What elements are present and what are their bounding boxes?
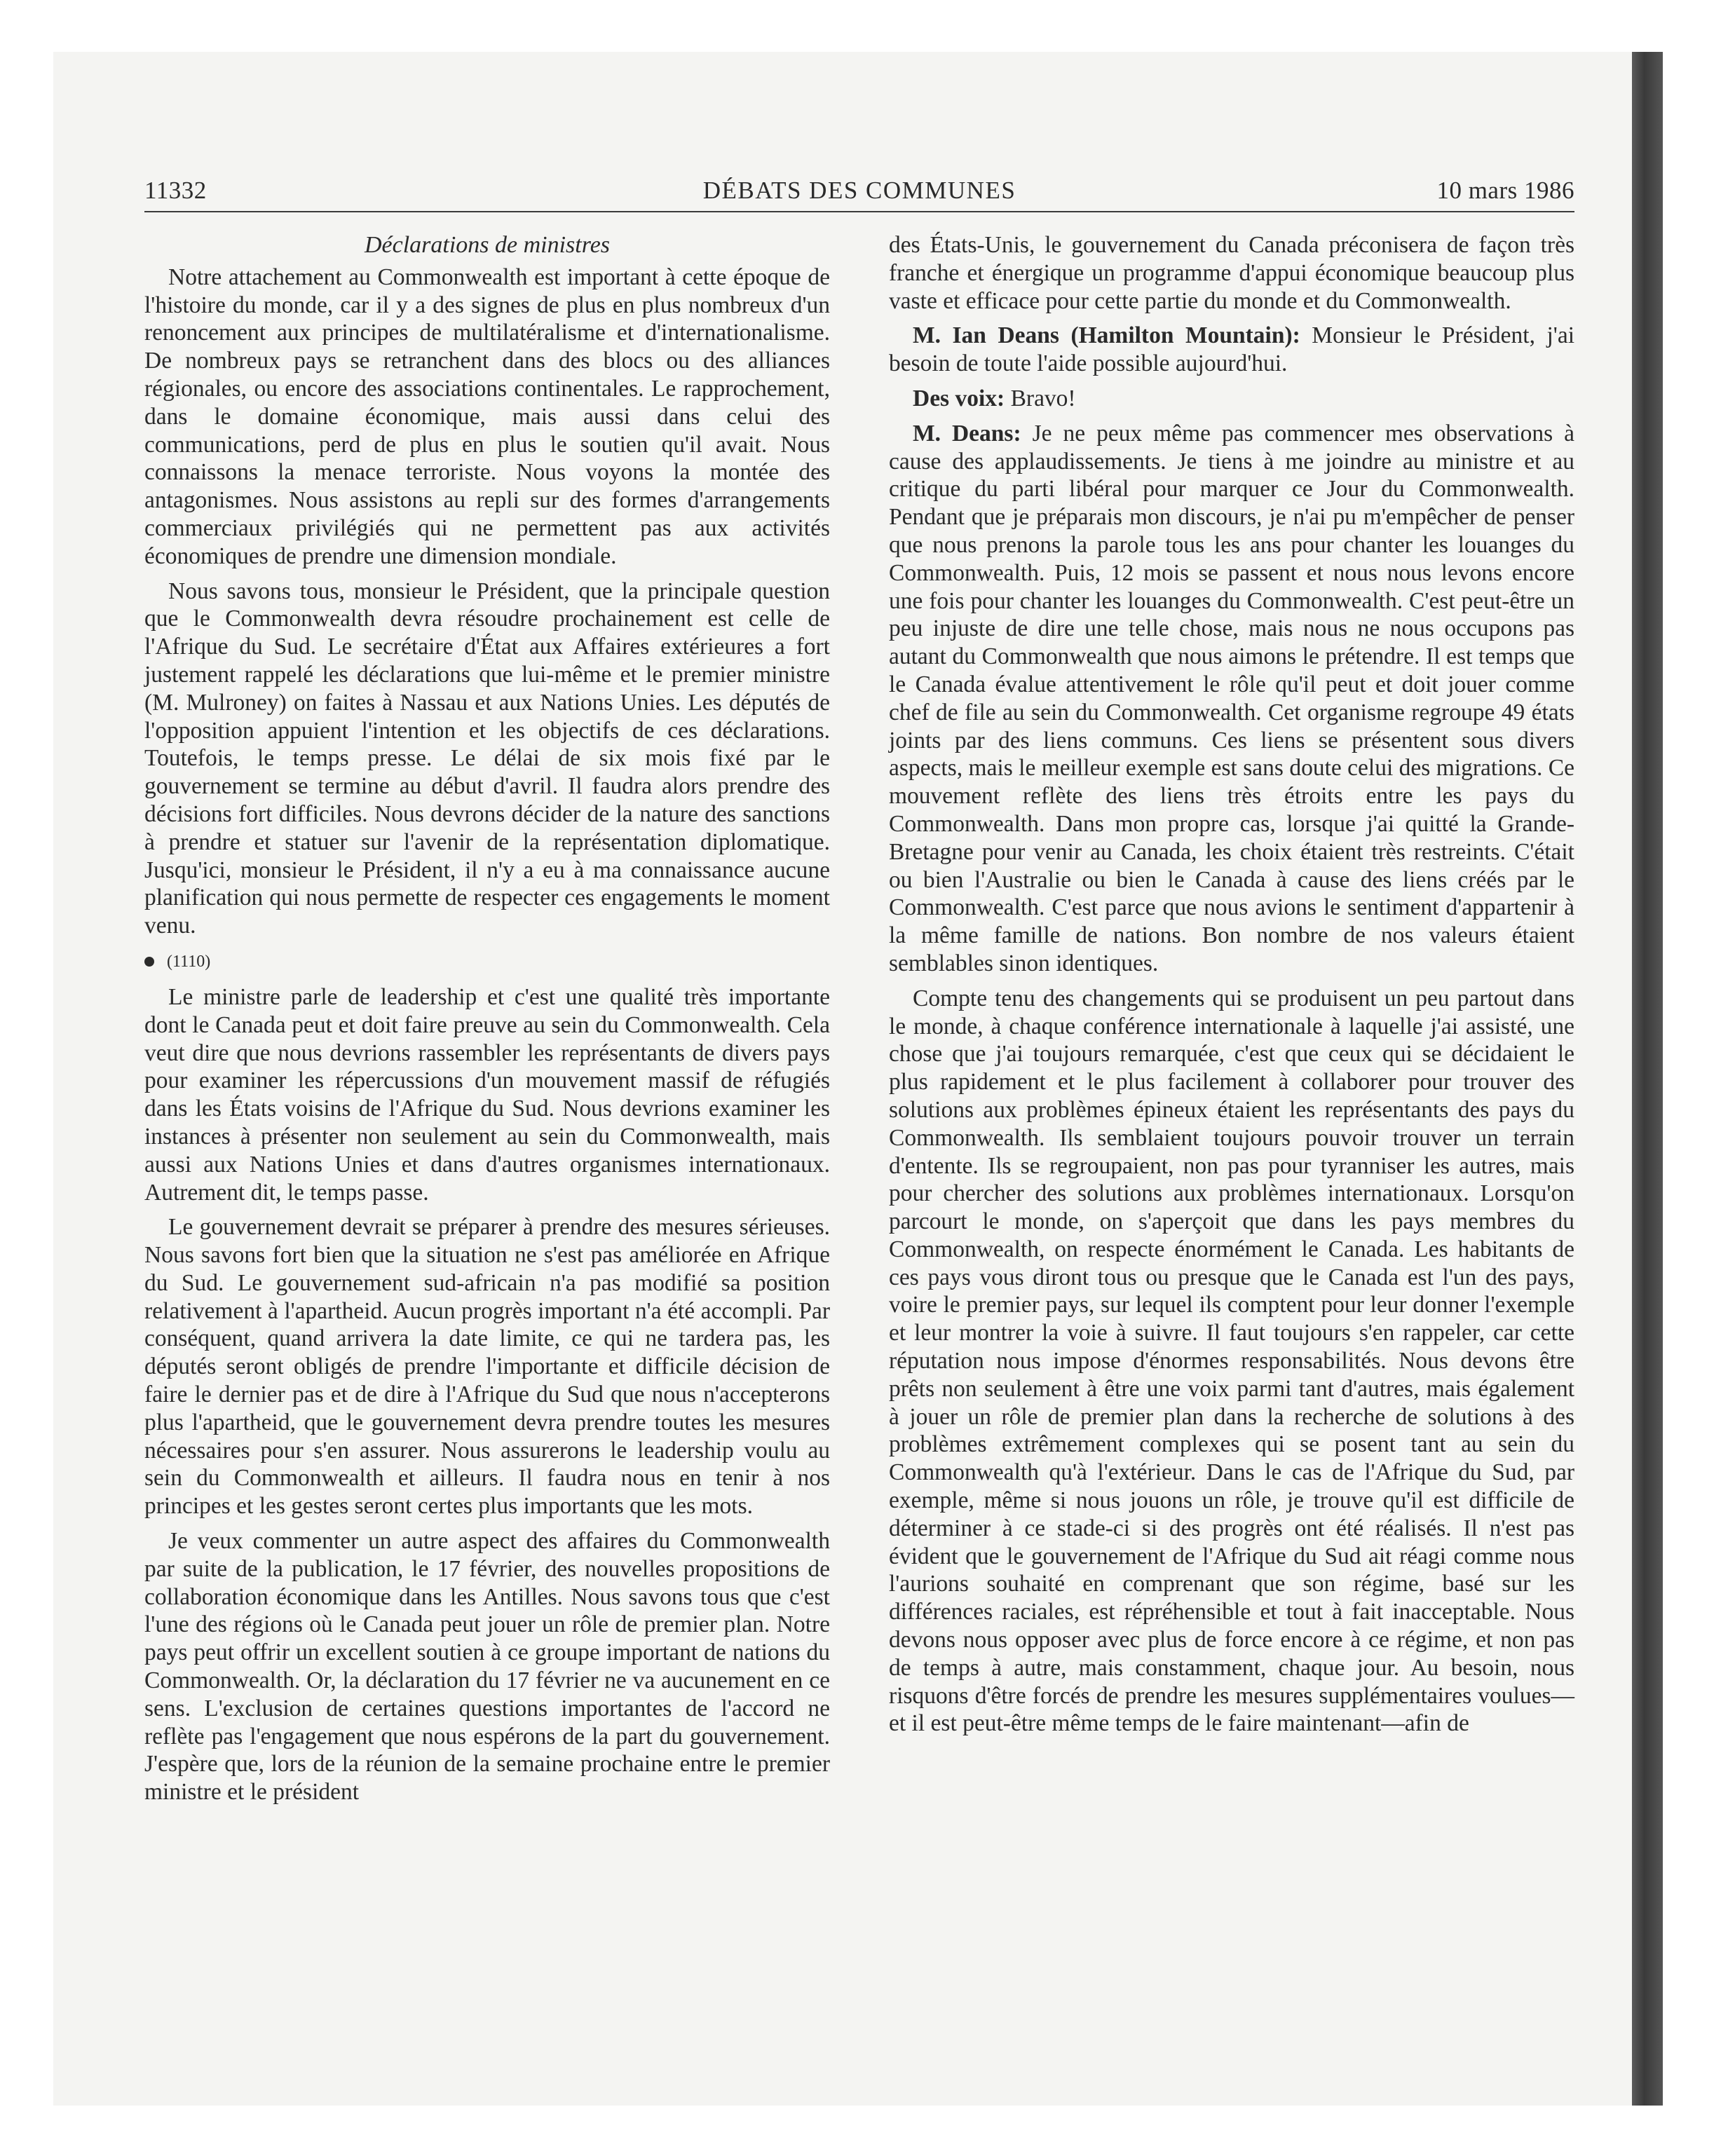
speech-text: Je ne peux même pas commencer mes observations à cause des applaudissements. Je tiens à me joindre au ministre et au critique du parti libéral pour marquer ce Jour du Commonwealth. Pendant que je préparais mon discours, je n'ai pu m'empêcher de penser que nous prenons la parole tous les ans pour chanter les louanges du Commonwealth. Puis, 12 mois se passent et nous nous levons encore une fois pour chanter les louanges du Commonwealth. C'est peut-être un peu injuste de dire une telle chose, mais nous ne nous occupons pas autant du Commonwealth que nous aimons le prétendre. Il est temps que le Canada évalue attentivement le rôle qu'il peut et doit jouer comme chef de file au sein du Commonwealth. Cet organisme regroupe 49 états joints par des liens communs. Ces liens se présentent sous divers aspects, mais le meilleur exemple est sans doute celui des migrations. Ce mouvement reflète des liens très étroits entre les pays du Commonwealth. Dans mon propre cas, lorsque j'ai quitté la Grande-Bretagne pour venir au Canada, les choix étaient très restreints. C'était ou bien l'Australie ou bien le Canada à cause des liens créés par le Commonwealth. C'est parce que nous avions le sentiment d'appartenir à la même famille de nations. Bon nombre de nos valeurs étaient semblables sinon identiques. xyxy=(889,420,1574,976)
speaker-name: M. Deans: xyxy=(913,420,1021,446)
page-header xyxy=(144,177,1574,212)
publication-title: DÉBATS DES COMMUNES xyxy=(702,177,1016,204)
paragraph-continuation: des États-Unis, le gouvernement du Canada préconisera de façon très franche et énergique un programme d'appui économique beaucoup plus vaste et efficace pour cette partie du monde et du Commonwealth. xyxy=(889,232,1574,314)
paragraph: Je veux commenter un autre aspect des affaires du Commonwealth par suite de la publication, le 17 février, des nouvelles propositions de collaboration économique dans les Antilles. Nous savons tous que c'est l'une des régions où le Canada peut jouer un rôle de premier plan. Notre pays peut offrir un excellent soutien à ce groupe important de nations du Commonwealth. Or, la déclaration du 17 février ne va aucunement en ce sens. L'exclusion de certaines questions importantes de l'accord ne reflète pas l'engagement que nous espérons de la part du gouvernement. J'espère que, lors de la réunion de la semaine prochaine entre le premier ministre et le président xyxy=(144,1528,830,1806)
time-marker-label: (1110) xyxy=(167,952,211,971)
header-rule xyxy=(144,211,1574,212)
speech-ian-deans xyxy=(889,322,1574,378)
time-marker xyxy=(144,951,830,972)
paragraph: Notre attachement au Commonwealth est important à cette époque de l'histoire du monde, car il y a des signes de plus en plus nombreux d'un renoncement aux principes de multilatéralisme et d'internationalisme. De nombreux pays se retranchent dans des blocs ou des alliances régionales, ou encore des associations continentales. Le rapprochement, dans le domaine économique, mais aussi dans celui des communications, perd de plus en plus le soutien qu'il avait. Nous connaissons la menace terroriste. Nous voyons la montée des antagonismes. Nous assistons au repli sur des formes d'arrangements commerciaux privilégiés qui ne permettent pas aux activités économiques de prendre une dimension mondiale. xyxy=(144,264,830,569)
right-column xyxy=(889,231,1574,1745)
paragraph: Le ministre parle de leadership et c'est une qualité très importante dont le Canada peut et doit faire preuve au sein du Commonwealth. Cela veut dire que nous devrions rassembler les représentants de divers pays pour examiner les répercussions d'un mouvement massif de réfugiés dans les États voisins de l'Afrique du Sud. Nous devrions examiner les instances à présenter non seulement au sein du Commonwealth, mais aussi aux Nations Unies et dans d'autres organismes internationaux. Autrement dit, le temps passe. xyxy=(144,983,830,1206)
speech-deans xyxy=(889,420,1574,978)
section-title: Déclarations de ministres xyxy=(364,232,611,258)
speaker-name: Des voix: xyxy=(913,385,1005,411)
paragraph: Compte tenu des changements qui se produisent un peu partout dans le monde, à chaque conférence internationale à laquelle j'ai assisté, une chose que j'ai toujours remarquée, c'est que ceux qui se décidaient le plus rapidement et le plus facilement à collaborer pour trouver des solutions aux problèmes épineux étaient les représentants des pays du Commonwealth. Ils semblaient toujours pouvoir trouver un terrain d'entente. Ils se regroupaient, non pas pour tyranniser les autres, mais pour chercher des solutions aux problèmes internationaux. Lorsqu'on parcourt le monde, on s'aperçoit que dans les pays membres du Commonwealth, on respecte énormément le Canada. Les habitants de ces pays vous diront tous ou presque que le Canada est l'un des pays, voire le premier pays, sur lequel ils comptent pour leur donner l'exemple et leur montrer la voie à suivre. Il faut toujours s'en rappeler, car cette réputation nous impose d'énormes responsabilités. Nous devons être prêts non seulement à être une voix parmi tant d'autres, mais également à jouer un rôle de premier plan dans la recherche de solutions à des problèmes extrêmement complexes qui se posent tant au sein du Commonwealth qu'à l'extérieur. Dans le cas de l'Afrique du Sud, par exemple, même si nous jouons un rôle, je trouve qu'il est difficile de déterminer à ce stade-ci si des progrès ont été réalisés. Il n'est pas évident que le gouvernement de l'Afrique du Sud ait réagi comme nous l'aurions souhaité en comprenant que son régime, basé sur les différences raciales, est répréhensible et tout à fait inacceptable. Nous devons nous opposer avec plus de force encore à ce régime, et non pas de temps à autre, mais constamment, chaque jour. Au besoin, nous risquons d'être forcés de prendre les mesures supplémentaires voulues—et il est peut-être même temps de le faire maintenant—afin de xyxy=(889,985,1574,1737)
speech-text: Monsieur le Président, j'ai besoin de toute l'aide possible aujourd'hui. xyxy=(889,322,1575,377)
publication-date: 10 mars 1986 xyxy=(1436,177,1574,204)
speech-text: Bravo! xyxy=(1005,385,1076,411)
left-column xyxy=(144,231,830,1813)
bullet-dot-icon xyxy=(144,957,154,967)
paragraph: Le gouvernement devrait se préparer à prendre des mesures sérieuses. Nous savons fort bien que la situation ne s'est pas améliorée en Afrique du Sud. Le gouvernement sud-africain n'a pas modifié sa position relativement à l'apartheid. Aucun progrès important n'a été accompli. Par conséquent, quand arrivera la date limite, ce qui ne tardera pas, les députés seront obligés de prendre l'importante et difficile décision de faire le dernier pas et de dire à l'Afrique du Sud que nous n'accepterons plus l'apartheid, que le gouvernement devra prendre toutes les mesures nécessaires pour s'en assurer. Nous assurerons le leadership voulu au sein du Commonwealth et ailleurs. Il faudra nous en tenir à nos principes et les gestes seront certes plus importants que les mots. xyxy=(144,1214,830,1520)
speaker-name: M. Ian Deans (Hamilton Mountain): xyxy=(913,322,1300,349)
paragraph: Nous savons tous, monsieur le Président, que la principale question que le Commonwealth devra résoudre prochainement est celle de l'Afrique du Sud. Le secrétaire d'État aux Affaires extérieures a fort justement rappelé les déclarations que lui-même et le premier ministre (M. Mulroney) on faites à Nassau et aux Nations Unies. Les députés de l'opposition appuient l'intention et les objectifs de ces déclarations. Toutefois, le temps presse. Le délai de six mois fixé par le gouvernement se termine au début d'avril. Il faudra alors prendre des décisions fort difficiles. Nous devrons décider de la nature des sanctions à prendre et statuer sur l'avenir de la représentation diplomatique. Jusqu'ici, monsieur le Président, il n'y a eu à ma connaissance aucune planification qui nous permette de respecter ces engagements le moment venu. xyxy=(144,578,830,939)
speech-des-voix xyxy=(889,385,1574,413)
page-number: 11332 xyxy=(144,177,207,204)
scan-binding-edge xyxy=(1632,52,1663,2106)
